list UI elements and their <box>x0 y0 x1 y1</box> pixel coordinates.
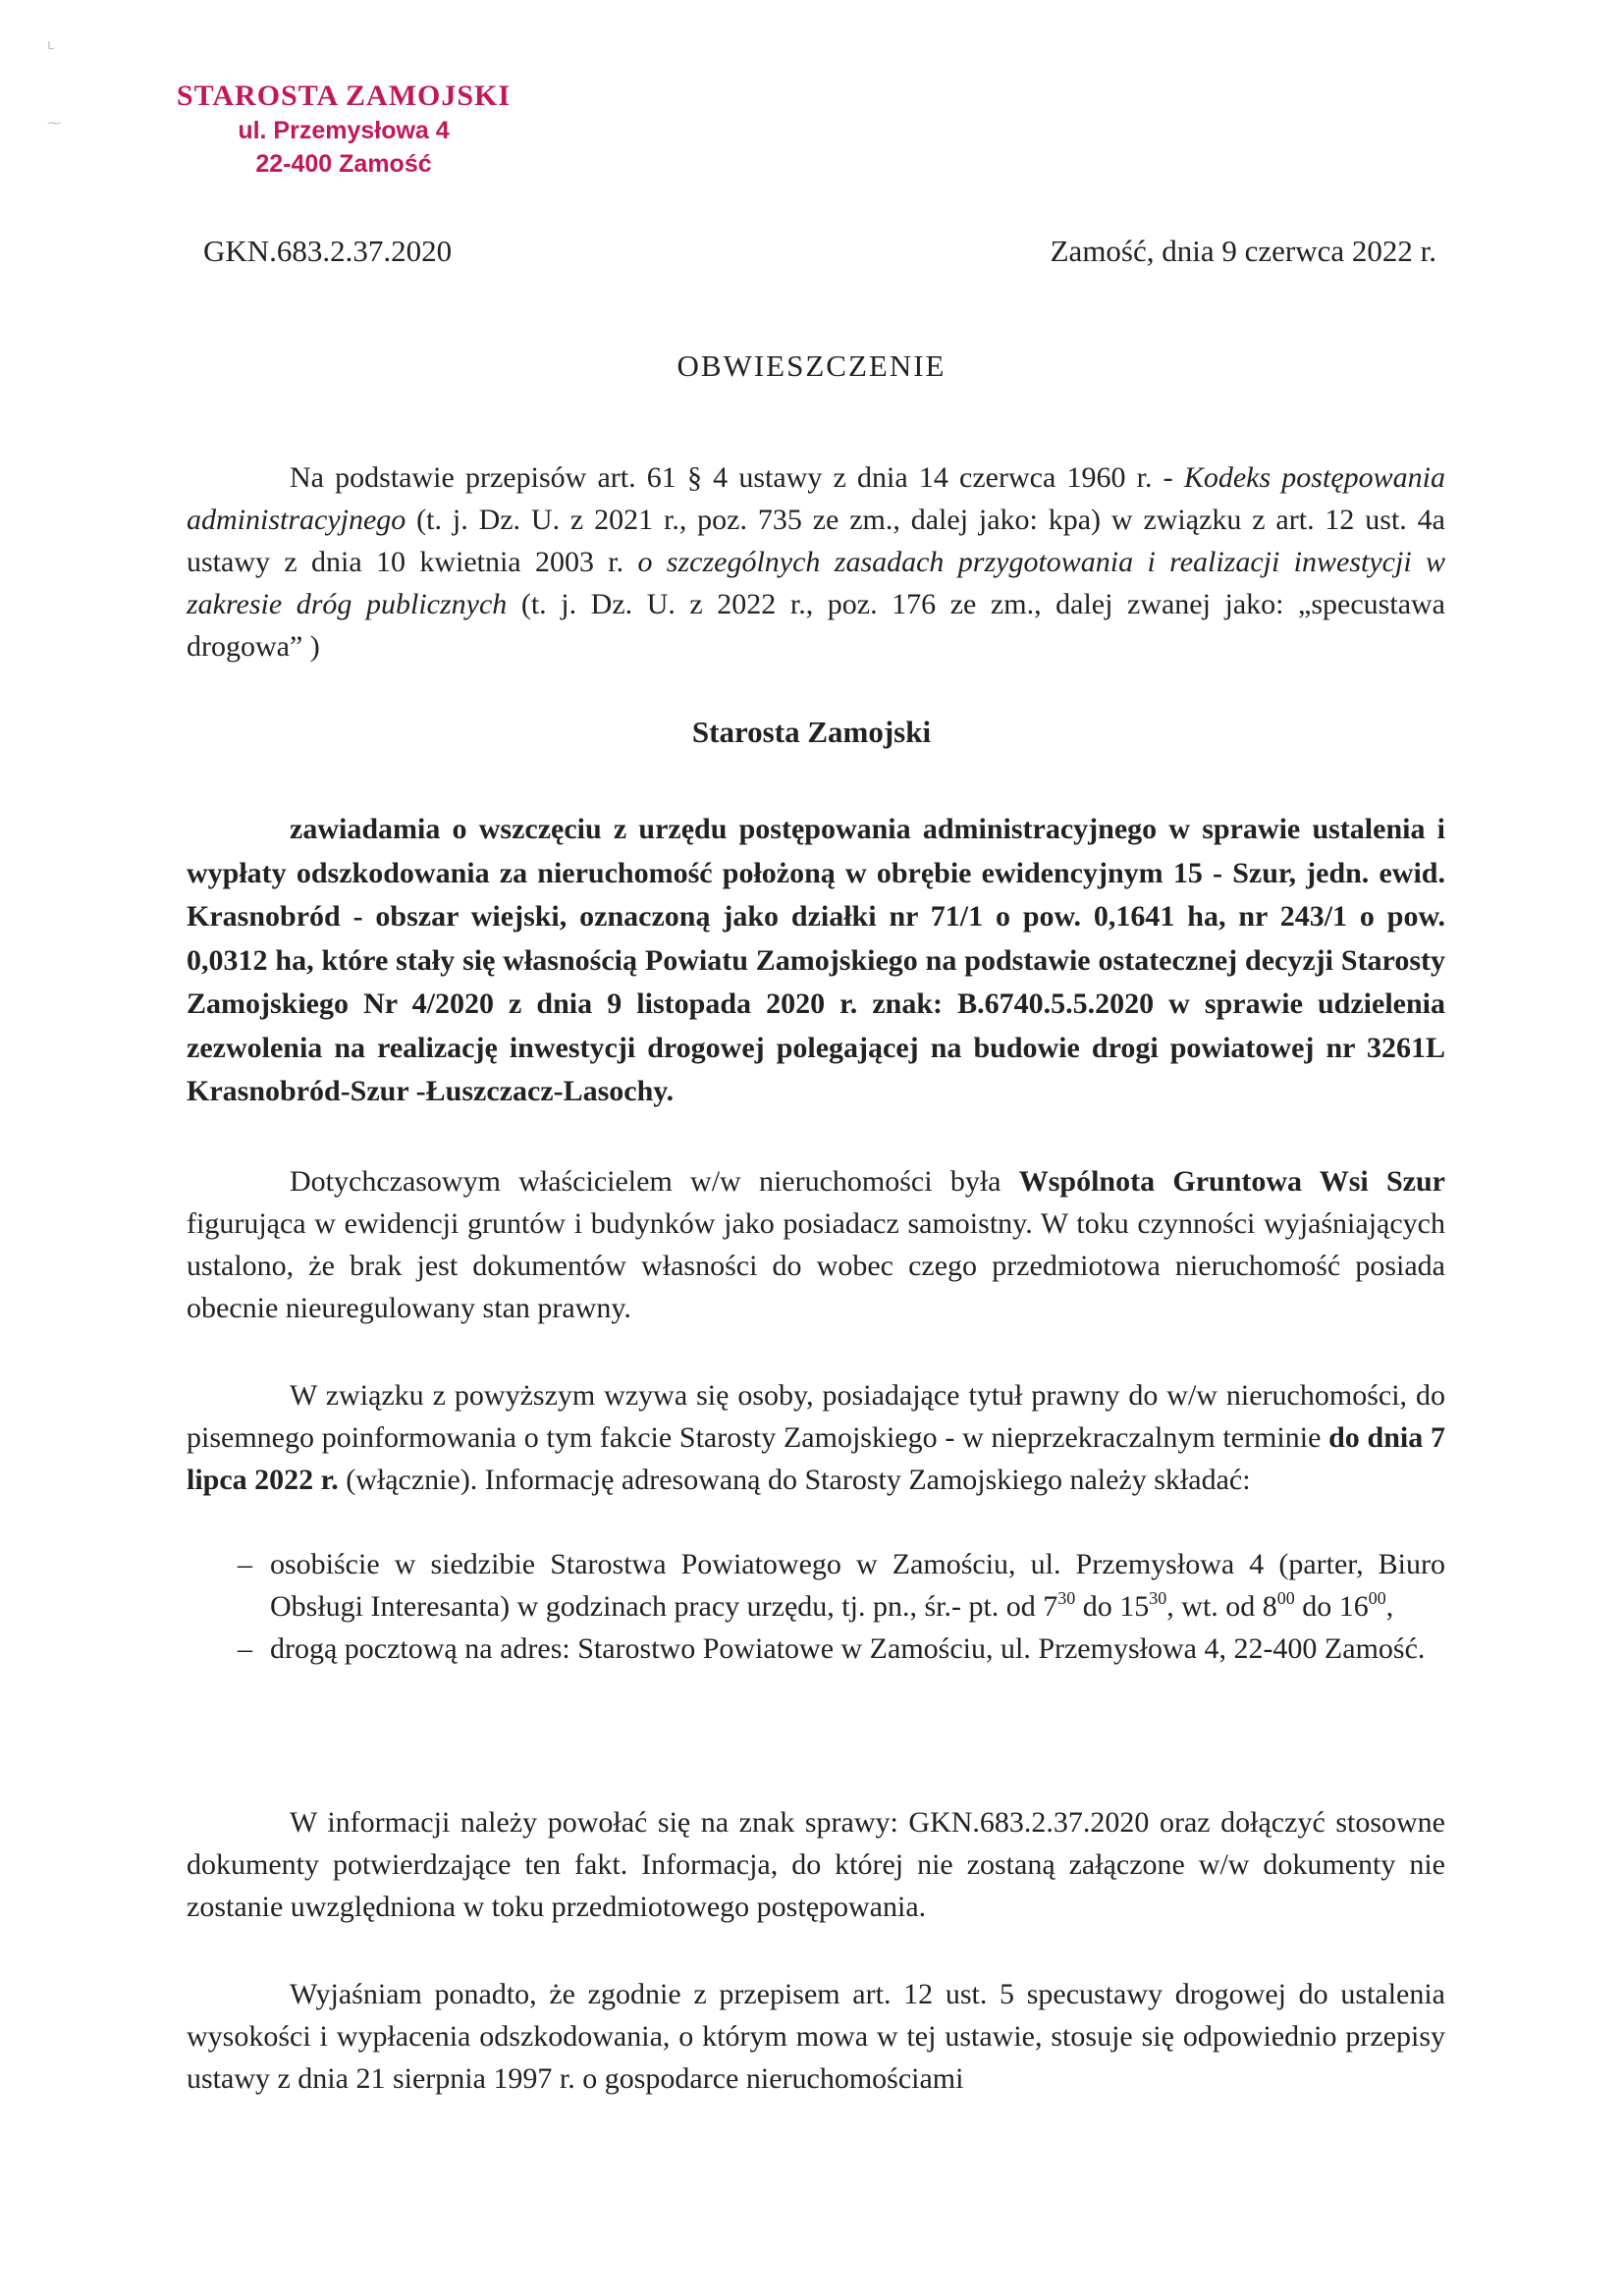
list-item-text: do 16 <box>1294 1590 1369 1623</box>
scan-artifact: ⁓ <box>47 116 61 132</box>
list-item <box>187 1543 1445 1628</box>
stamp-city: 22-400 Zamość <box>255 150 432 178</box>
time-superscript: 30 <box>1057 1588 1076 1608</box>
legal-basis-act-title: o szczególnych zasadach przygotowania i realizacji inwestycji w zakresie dróg publicznych <box>187 546 1445 620</box>
document-title: OBWIESZCZENIE <box>676 348 947 383</box>
time-superscript: 30 <box>1149 1588 1167 1608</box>
notice-paragraph <box>187 808 1445 1114</box>
call-paragraph <box>187 1374 1445 1501</box>
owner-text: Dotychczasowym właścicielem w/w nieruchomości była <box>290 1165 1019 1198</box>
legal-basis-text: (t. j. Dz. U. z 2022 r., poz. 176 ze zm., dalej zwanej jako: „specustawa drogowa” ) <box>187 588 1445 663</box>
legal-basis-text: Na podstawie przepisów art. 61 § 4 ustawy z dnia 14 czerwca 1960 r. - <box>290 461 1184 494</box>
list-item-text: osobiście w siedzibie Starostwa Powiatowego w Zamościu, ul. Przemysłowa 4 (parter, Biuro Obsługi Interesanta) w godzinach pracy urzędu, tj. pn., śr.- pt. od 7 <box>270 1548 1445 1623</box>
owner-text: figurująca w ewidencji gruntów i budynków jako posiadacz samoistny. W toku czynności wyjaśniających ustalono, że brak jest dokumentów własności do wobec czego przedmiotowa nieruchomość posiada obecnie nieuregulowany stan prawny. <box>187 1207 1445 1324</box>
list-item <box>187 1628 1445 1670</box>
issuing-authority: Starosta Zamojski <box>691 715 932 749</box>
legal-basis-paragraph <box>187 456 1445 667</box>
stamp-title: STAROSTA ZAMOJSKI <box>176 80 512 112</box>
scan-artifact: ʟ <box>47 37 55 53</box>
office-stamp <box>157 79 530 181</box>
submission-options-list <box>187 1543 1445 1670</box>
list-item-text: drogą pocztową na adres: Starostwo Powiatowe w Zamościu, ul. Przemysłowa 4, 22-400 Zamość. <box>270 1632 1426 1665</box>
stamp-street: ul. Przemysłowa 4 <box>238 117 450 144</box>
deadline: do dnia 7 lipca 2022 r. <box>187 1421 1445 1496</box>
reference-number: GKN.683.2.37.2020 <box>203 234 453 268</box>
notice-text: zawiadamia o wszczęciu z urzędu postępowania administracyjnego w sprawie ustalenia i wypłaty odszkodowania za nieruchomość położoną w obrębie ewidencyjnym 15 - Szur, jedn. ewid. Krasnobród - obszar wiejski, oznaczoną jako działki nr 71/1 o pow. 0,1641 ha, nr 243/1 o pow. 0,0312 ha, które stały się własnością Powiatu Zamojskiego na podstawie ostatecznej decyzji Starosty Zamojskiego Nr 4/2020 z dnia 9 listopada 2020 r. znak: B.6740.5.5.2020 w sprawie udzielenia zezwolenia na realizację inwestycji drogowej polegającej na budowie drogi powiatowej nr 3261L Krasnobród-Szur -Łuszczacz-Lasochy. <box>187 813 1445 1107</box>
info-paragraph <box>187 1801 1445 1928</box>
owner-paragraph <box>187 1160 1445 1329</box>
document-date: Zamość, dnia 9 czerwca 2022 r. <box>1050 234 1436 268</box>
owner-name: Wspólnota Gruntowa Wsi Szur <box>1018 1165 1446 1198</box>
dash-bullet: – <box>238 1548 252 1580</box>
info-text: W informacji należy powołać się na znak sprawy: GKN.683.2.37.2020 oraz dołączyć stosowne dokumenty potwierdzające ten fakt. Informacja, do której nie zostaną załączone w/w dokumenty nie zostanie uwzględniona w toku przedmiotowego postępowania. <box>187 1806 1445 1923</box>
call-text: W związku z powyższym wzywa się osoby, posiadające tytuł prawny do w/w nieruchomości, do pisemnego poinformowania o tym fakcie Starosty Zamojskiego - w nieprzekraczalnym terminie <box>187 1379 1445 1454</box>
explanation-paragraph <box>187 1973 1445 2100</box>
dash-bullet: – <box>238 1632 252 1665</box>
list-item-text: , wt. od 8 <box>1166 1590 1277 1623</box>
explanation-text: Wyjaśniam ponadto, że zgodnie z przepisem art. 12 ust. 5 specustawy drogowej do ustalenia wysokości i wypłacenia odszkodowania, o którym mowa w tej ustawie, stosuje się odpowiednio przepisy ustawy z dnia 21 sierpnia 1997 r. o gospodarce nieruchomościami <box>187 1978 1445 2095</box>
time-superscript: 00 <box>1368 1588 1386 1608</box>
call-text: (włącznie). Informację adresowaną do Starosty Zamojskiego należy składać: <box>338 1464 1251 1496</box>
legal-basis-act-title: Kodeks postępowania administracyjnego <box>187 461 1445 536</box>
legal-basis-text: (t. j. Dz. U. z 2021 r., poz. 735 ze zm., dalej jako: kpa) w związku z art. 12 ust. 4a ustawy z dnia 10 kwietnia 2003 r. <box>187 504 1445 578</box>
list-item-text: do 15 <box>1075 1590 1150 1623</box>
list-item-text: , <box>1385 1590 1394 1623</box>
time-superscript: 00 <box>1276 1588 1295 1608</box>
